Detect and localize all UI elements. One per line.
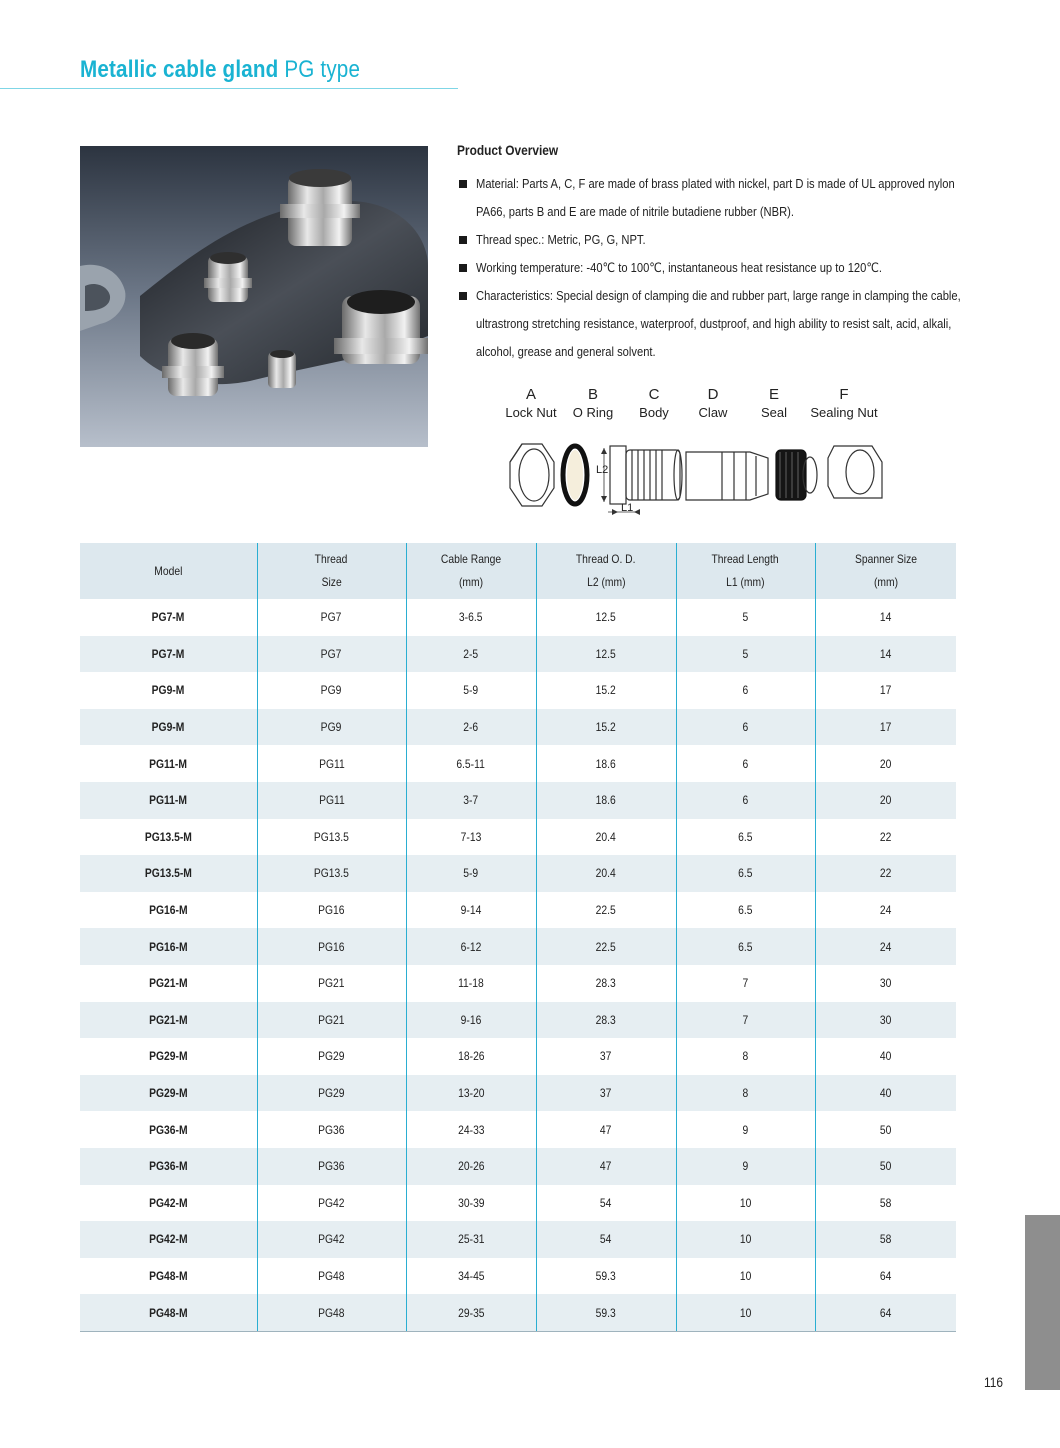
table-cell: PG21: [257, 1002, 406, 1039]
table-cell: 9-16: [406, 1002, 536, 1039]
table-cell: 6.5: [676, 855, 815, 892]
product-overview: [457, 142, 962, 366]
table-cell: PG16: [257, 928, 406, 965]
body-shape: [601, 446, 682, 504]
table-row: [80, 1294, 956, 1331]
table-cell: 8: [676, 1075, 815, 1112]
table-cell: 6.5: [676, 928, 815, 965]
table-cell: 9: [676, 1148, 815, 1185]
table-cell: PG42: [257, 1221, 406, 1258]
l2-label: L2: [596, 464, 609, 476]
side-tab: [1025, 1215, 1060, 1390]
table-cell: PG42: [257, 1185, 406, 1222]
table-cell: 6: [676, 709, 815, 746]
part-e: E Seal: [760, 386, 788, 420]
part-c: C Body: [639, 386, 669, 420]
table-cell: PG48-M: [80, 1294, 257, 1331]
table-cell: 7: [676, 965, 815, 1002]
table-cell: 6: [676, 782, 815, 819]
table-cell: PG21: [257, 965, 406, 1002]
table-cell: 24: [815, 892, 956, 929]
table-cell: 20.4: [536, 819, 676, 856]
table-cell: 10: [676, 1221, 815, 1258]
table-cell: 20-26: [406, 1148, 536, 1185]
table-cell: 9: [676, 1111, 815, 1148]
overview-list: [457, 170, 962, 366]
table-cell: PG21-M: [80, 1002, 257, 1039]
list-item: Working temperature: -40℃ to 100℃, instantaneous heat resistance up to 120℃.: [457, 254, 962, 282]
table-row: [80, 1148, 956, 1185]
table-row: [80, 636, 956, 673]
table-cell: PG16: [257, 892, 406, 929]
table-cell: PG9-M: [80, 709, 257, 746]
lock-nut-shape: [510, 444, 554, 506]
table-row: [80, 782, 956, 819]
seal-shape: [776, 450, 817, 500]
table-row: [80, 599, 956, 636]
table-cell: PG7: [257, 636, 406, 673]
title-bold: Metallic cable gland: [80, 56, 279, 83]
list-item: Material: Parts A, C, F are made of brass plated with nickel, part D is made of UL approved nylon PA66, parts B and E are made of nitrile butadiene rubber (NBR).: [457, 170, 962, 226]
table-cell: PG48: [257, 1294, 406, 1331]
part-a: A Lock Nut: [505, 386, 557, 420]
header-model: Model: [80, 543, 257, 599]
table-cell: PG42-M: [80, 1221, 257, 1258]
o-ring-shape: [563, 446, 587, 504]
table-cell: 58: [815, 1185, 956, 1222]
table-cell: 2-6: [406, 709, 536, 746]
table-row: [80, 1258, 956, 1295]
table-row: [80, 709, 956, 746]
table-cell: 28.3: [536, 965, 676, 1002]
table-cell: 8: [676, 1038, 815, 1075]
table-cell: 10: [676, 1185, 815, 1222]
table-cell: 22: [815, 819, 956, 856]
table-cell: 25-31: [406, 1221, 536, 1258]
table-cell: 9-14: [406, 892, 536, 929]
table-cell: PG7-M: [151, 610, 185, 625]
table-cell: 50: [815, 1148, 956, 1185]
table-cell: 59.3: [536, 1258, 676, 1295]
table-cell: PG16-M: [149, 903, 188, 918]
table-cell: 30-39: [406, 1185, 536, 1222]
table-cell: 5: [676, 599, 815, 636]
table-cell: 3-6.5: [406, 599, 536, 636]
table-cell: 14: [815, 599, 956, 636]
table-row: [80, 892, 956, 929]
table-cell: 40: [815, 1038, 956, 1075]
table-cell: PG42-M: [149, 1195, 188, 1210]
list-item: Thread spec.: Metric, PG, G, NPT.: [457, 226, 962, 254]
table-cell: 18-26: [406, 1038, 536, 1075]
table-cell: 17: [815, 672, 956, 709]
table-cell: 47: [536, 1111, 676, 1148]
table-cell: 11-18: [406, 965, 536, 1002]
table-row: [80, 1111, 956, 1148]
table-cell: 24: [815, 928, 956, 965]
table-cell: 20: [815, 782, 956, 819]
table-cell: PG29: [257, 1075, 406, 1112]
table-cell: 6.5: [676, 819, 815, 856]
table-cell: 29-35: [406, 1294, 536, 1331]
table-cell: 24-33: [406, 1111, 536, 1148]
table-cell: 14: [815, 636, 956, 673]
header-cable-range: Cable Range (mm): [406, 543, 536, 599]
table-cell: 37: [536, 1075, 676, 1112]
table-cell: 22.5: [536, 892, 676, 929]
table-cell: PG11: [257, 745, 406, 782]
table-cell: PG29-M: [149, 1049, 188, 1064]
sealing-nut-shape: [828, 446, 882, 498]
bullet-square-icon: [459, 292, 467, 300]
table-cell: PG29-M: [80, 1075, 257, 1112]
table-header-row: [80, 543, 956, 599]
table-cell: 30: [815, 965, 956, 1002]
list-item: Characteristics: Special design of clamping die and rubber part, large range in clamping the cable, ultrastrong stretching resistance, waterproof, dustproof, and high ability to resist salt, acid, alkali, alcohol, grease and general solvent.: [457, 282, 962, 366]
table-cell: PG29: [257, 1038, 406, 1075]
table-cell: PG9-M: [151, 683, 185, 698]
table-cell: PG48-M: [149, 1268, 188, 1283]
page-title: [80, 56, 360, 84]
part-d: D Claw: [698, 386, 728, 420]
table-cell: 6.5: [676, 892, 815, 929]
table-cell: 17: [815, 709, 956, 746]
table-cell: PG11-M: [80, 782, 257, 819]
title-underline: [0, 88, 458, 89]
table-cell: 10: [676, 1258, 815, 1295]
parts-legend: [500, 386, 900, 426]
table-cell: 50: [815, 1111, 956, 1148]
bullet-square-icon: [459, 264, 467, 272]
table-cell: PG13.5-M: [144, 829, 192, 844]
table-cell: 7-13: [406, 819, 536, 856]
table-cell: 13-20: [406, 1075, 536, 1112]
header-thread-od: Thread O. D. L2 (mm): [536, 543, 676, 599]
table-cell: 5: [676, 636, 815, 673]
table-row: [80, 1221, 956, 1258]
table-cell: PG11: [257, 782, 406, 819]
table-cell: PG13.5: [257, 855, 406, 892]
table-cell: 10: [676, 1294, 815, 1331]
table-cell: PG16-M: [80, 928, 257, 965]
table-row: [80, 1075, 956, 1112]
table-cell: 6: [676, 672, 815, 709]
table-row: [80, 745, 956, 782]
table-row: [80, 965, 956, 1002]
table-cell: 20.4: [536, 855, 676, 892]
table-row: [80, 1185, 956, 1222]
exploded-diagram: [500, 432, 890, 522]
spec-table: [80, 543, 956, 1332]
table-cell: 37: [536, 1038, 676, 1075]
table-cell: 54: [536, 1221, 676, 1258]
table-cell: 7: [676, 1002, 815, 1039]
bullet-square-icon: [459, 236, 467, 244]
table-cell: PG13.5: [257, 819, 406, 856]
part-f: F Sealing Nut: [810, 386, 878, 420]
table-cell: 22.5: [536, 928, 676, 965]
title-rest: PG type: [278, 56, 361, 83]
table-cell: PG36: [257, 1148, 406, 1185]
table-cell: 47: [536, 1148, 676, 1185]
page-number: 116: [984, 1374, 1003, 1390]
table-cell: PG9: [257, 672, 406, 709]
table-cell: PG11-M: [149, 756, 188, 771]
overview-heading: Product Overview: [457, 142, 559, 158]
table-cell: PG36: [257, 1111, 406, 1148]
table-cell: 5-9: [406, 855, 536, 892]
l1-label: L1: [621, 502, 634, 514]
table-cell: PG9: [257, 709, 406, 746]
claw-shape: [686, 452, 768, 500]
table-cell: 64: [815, 1258, 956, 1295]
table-cell: 6: [676, 745, 815, 782]
table-cell: 3-7: [406, 782, 536, 819]
table-cell: 22: [815, 855, 956, 892]
table-cell: 6.5-11: [406, 745, 536, 782]
header-thread-length: Thread Length L1 (mm): [676, 543, 815, 599]
table-cell: PG7-M: [80, 636, 257, 673]
table-cell: 34-45: [406, 1258, 536, 1295]
table-row: [80, 1038, 956, 1075]
header-thread-size: Thread Size: [257, 543, 406, 599]
table-cell: 28.3: [536, 1002, 676, 1039]
table-cell: 54: [536, 1185, 676, 1222]
table-row: [80, 672, 956, 709]
table-row: [80, 819, 956, 856]
table-cell: 20: [815, 745, 956, 782]
table-cell: PG13.5-M: [80, 855, 257, 892]
table-cell: 12.5: [536, 636, 676, 673]
table-cell: 18.6: [536, 745, 676, 782]
table-cell: PG7: [257, 599, 406, 636]
header-spanner-size: Spanner Size (mm): [815, 543, 956, 599]
part-b: B O Ring: [572, 386, 614, 420]
table-cell: 15.2: [536, 672, 676, 709]
table-cell: 15.2: [536, 709, 676, 746]
table-cell: 59.3: [536, 1294, 676, 1331]
table-row: [80, 928, 956, 965]
table-cell: 18.6: [536, 782, 676, 819]
table-cell: PG36-M: [80, 1148, 257, 1185]
table-cell: PG21-M: [149, 976, 188, 991]
table-row: [80, 855, 956, 892]
bullet-square-icon: [459, 180, 467, 188]
table-cell: 58: [815, 1221, 956, 1258]
table-cell: 40: [815, 1075, 956, 1112]
table-cell: 6-12: [406, 928, 536, 965]
table-cell: 12.5: [536, 599, 676, 636]
table-cell: 30: [815, 1002, 956, 1039]
table-row: [80, 1002, 956, 1039]
table-cell: PG36-M: [149, 1122, 188, 1137]
table-cell: 5-9: [406, 672, 536, 709]
table-cell: 2-5: [406, 636, 536, 673]
table-cell: 64: [815, 1294, 956, 1331]
table-cell: PG48: [257, 1258, 406, 1295]
product-photo: [80, 146, 428, 447]
